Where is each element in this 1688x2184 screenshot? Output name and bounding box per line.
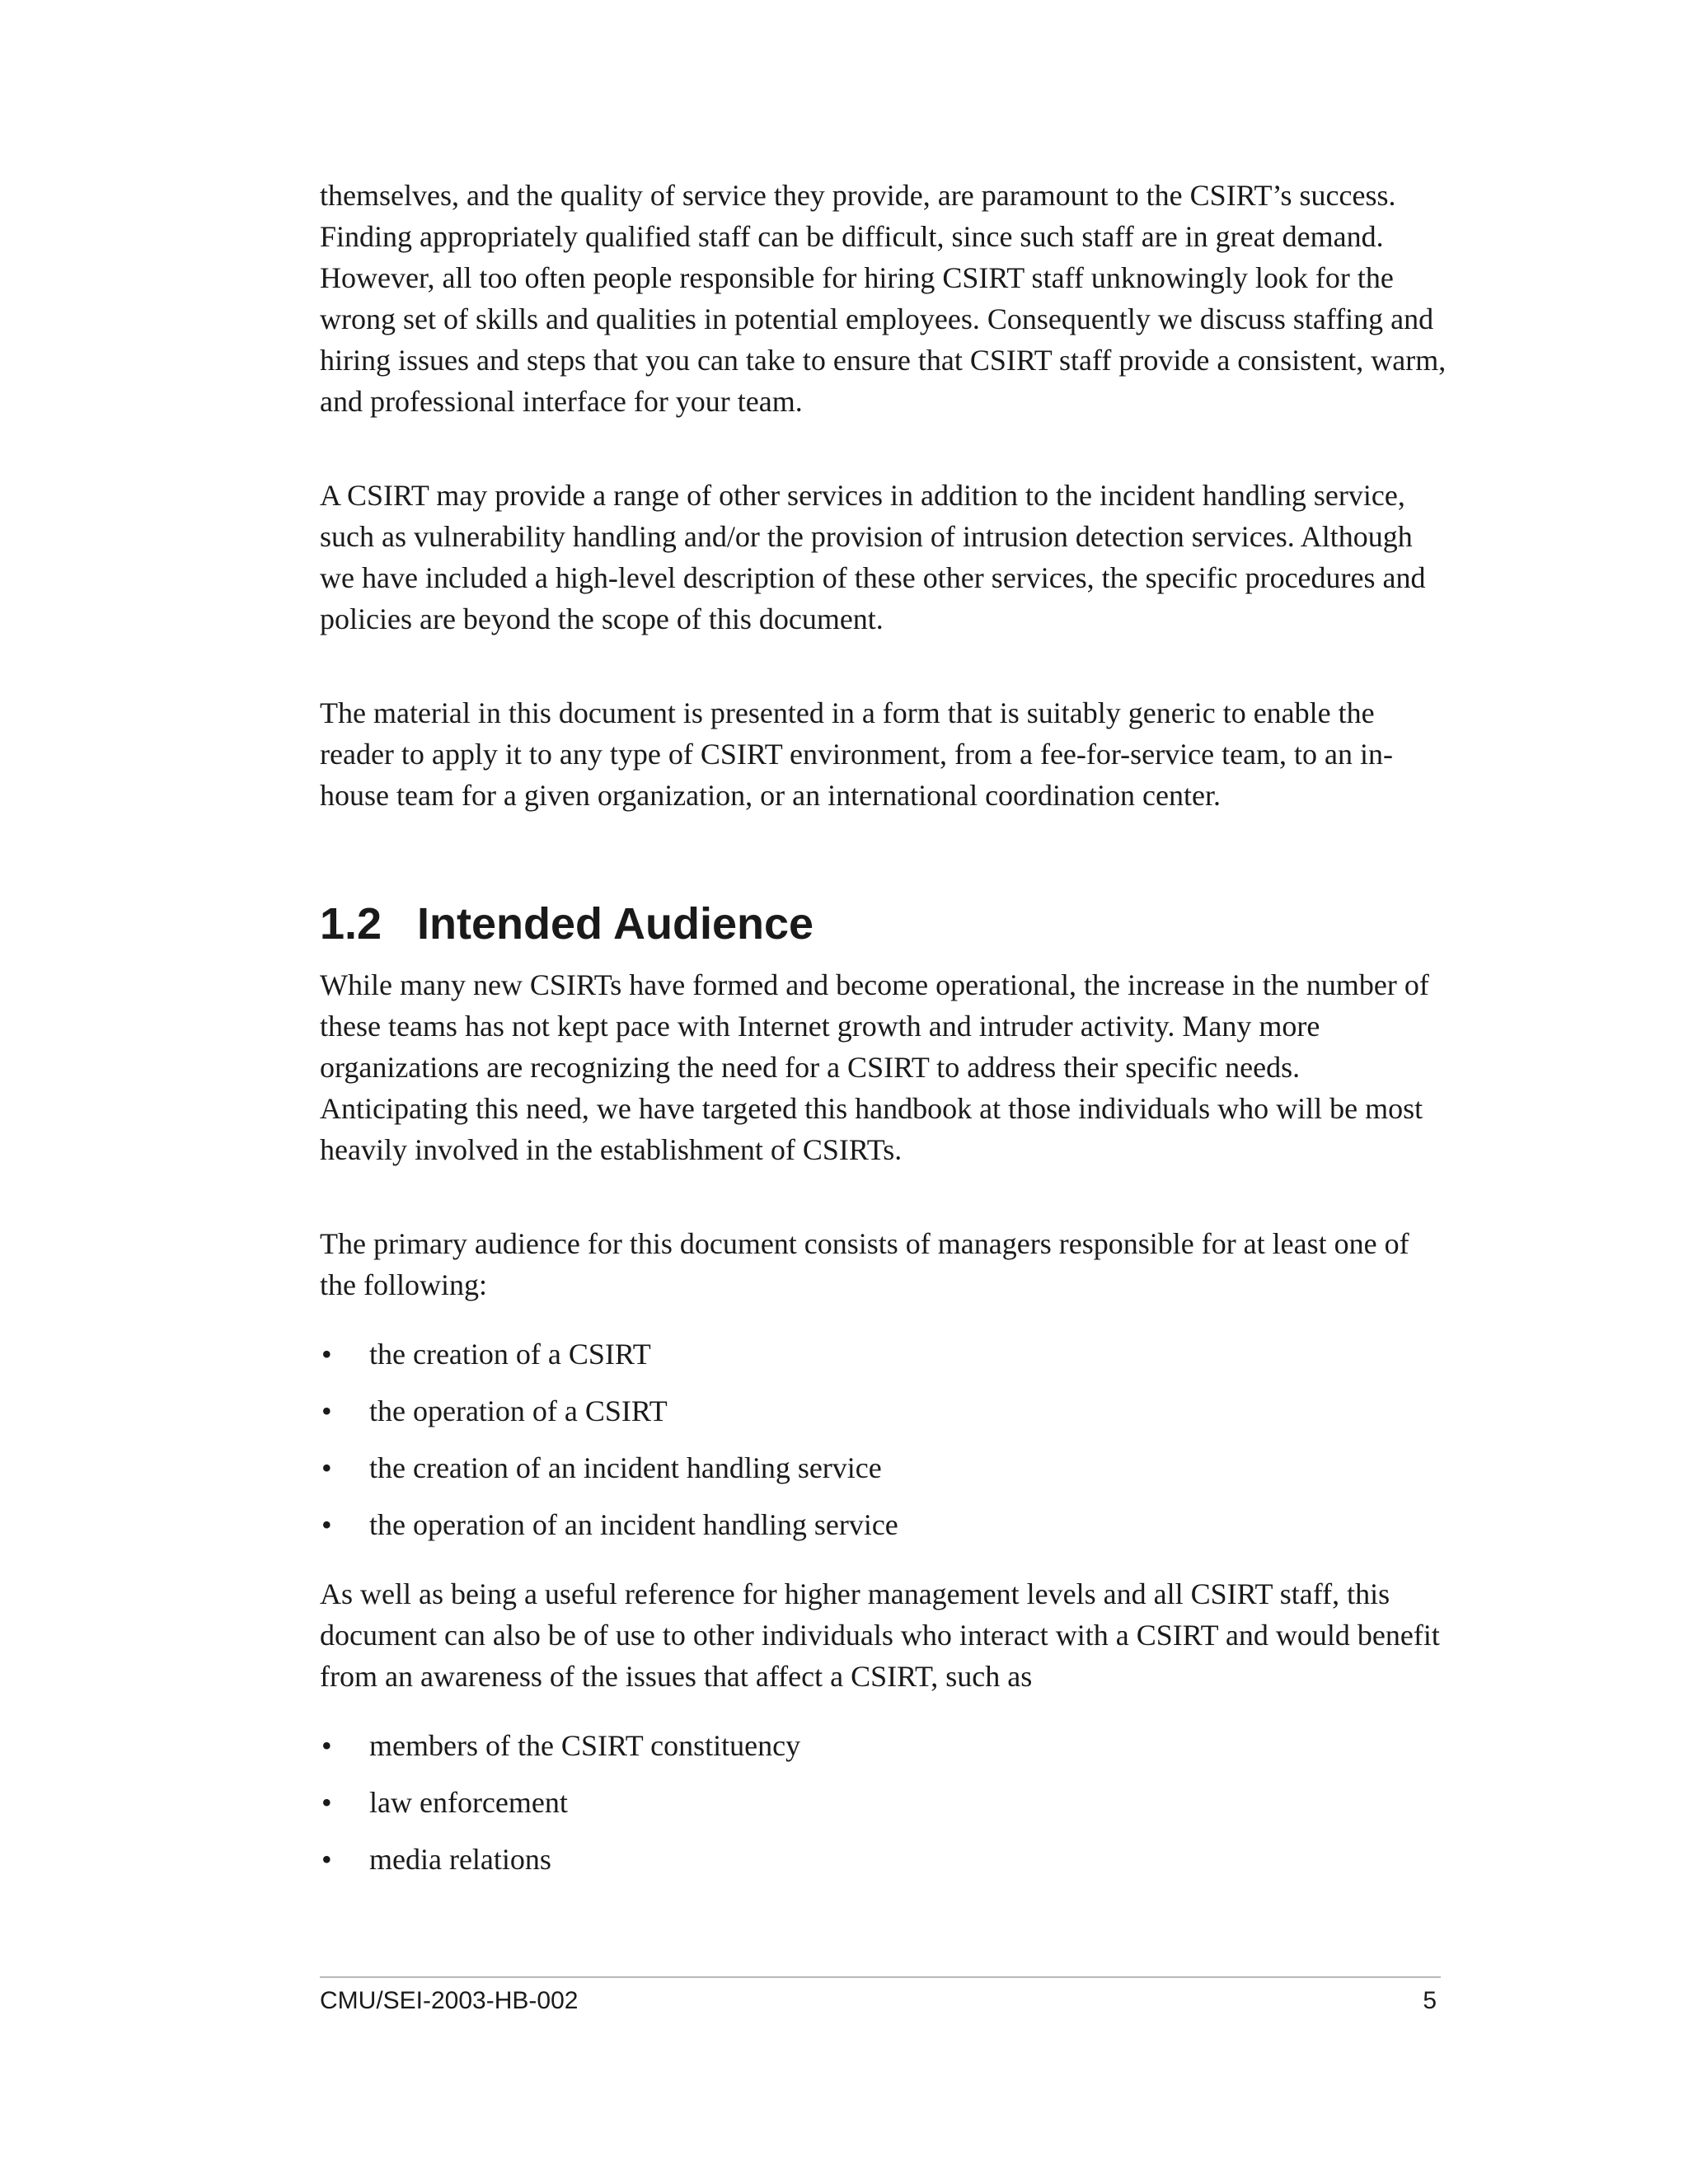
section-heading [320, 895, 1449, 953]
section-number: 1.2 [320, 899, 382, 949]
page-content [320, 175, 1449, 1880]
section-title: Intended Audience [417, 899, 814, 949]
paragraph-primary-audience: The primary audience for this document consists of managers responsible for at least one of the following: [320, 1227, 1409, 1301]
bullet-icon: • [321, 1729, 332, 1762]
list-item: • the creation of a CSIRT [320, 1333, 1449, 1375]
bullet-icon: • [321, 1451, 332, 1484]
list-item: • the creation of an incident handling service [320, 1447, 1449, 1488]
bullet-icon: • [321, 1786, 332, 1819]
bullet-icon: • [321, 1843, 332, 1876]
bullet-icon: • [321, 1338, 332, 1371]
primary-audience-list [320, 1333, 1449, 1545]
paragraph-generic-material: The material in this document is presented in a form that is suitably generic to enable the reader to apply it to any type of CSIRT environment, from a fee-for-service team, to an in-house team for a given organization, or an international coordination center. [320, 696, 1394, 812]
list-item: • the operation of an incident handling service [320, 1504, 1449, 1545]
paragraph-secondary-audience: As well as being a useful reference for higher management levels and all CSIRT staff, this document can also be of use to other individuals who interact with a CSIRT and would benefit from an awareness of the issues that affect a CSIRT, such as [320, 1577, 1440, 1693]
paragraph-other-services: A CSIRT may provide a range of other services in addition to the incident handling service, such as vulnerability handling and/or the provision of intrusion detection services. Although we have included a high-level description of these other services, the specific procedures and policies are beyond the scope of this document. [320, 479, 1426, 635]
footer-doc-id: CMU/SEI-2003-HB-002 [320, 1987, 579, 2014]
secondary-audience-list [320, 1725, 1449, 1880]
bullet-icon: • [321, 1394, 332, 1427]
footer-page-number: 5 [1423, 1987, 1437, 2014]
paragraph-staffing: themselves, and the quality of service they provide, are paramount to the CSIRT’s success. Finding appropriately qualified staff can be difficult, since such staff are in great demand. However, all too often people responsible for hiring CSIRT staff unknowingly look for the wrong set of skills and qualities in potential employees. Consequently we discuss staffing and hiring issues and steps that you can take to ensure that CSIRT staff provide a consistent, warm, and professional interface for your team. [320, 179, 1447, 418]
footer-divider [320, 1976, 1441, 1978]
list-item: • the operation of a CSIRT [320, 1390, 1449, 1432]
list-item: • media relations [320, 1839, 1449, 1880]
list-item: • members of the CSIRT constituency [320, 1725, 1449, 1766]
bullet-icon: • [321, 1508, 332, 1541]
paragraph-intro: While many new CSIRTs have formed and become operational, the increase in the number of these teams has not kept pace with Internet growth and intruder activity. Many more organizations are recognizing the need for a CSIRT to address their specific needs. Anticipating this need, we have targeted this handbook at those individuals who will be most heavily involved in the establishment of CSIRTs. [320, 968, 1429, 1166]
list-item: • law enforcement [320, 1782, 1449, 1823]
